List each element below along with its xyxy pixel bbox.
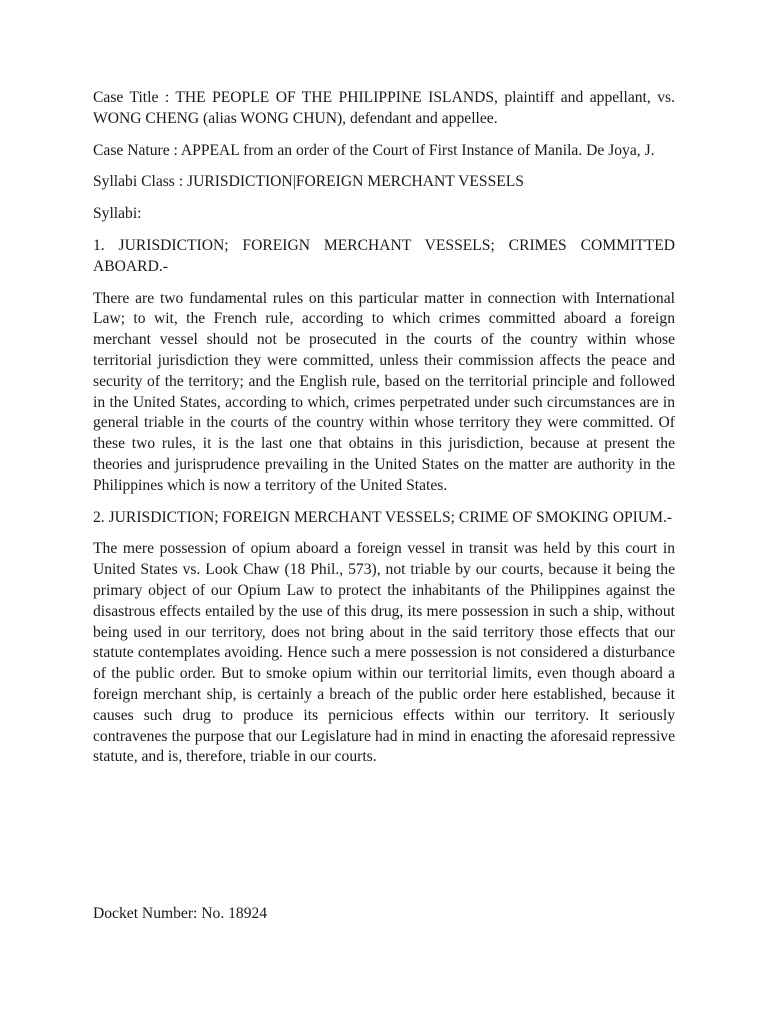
syllabi-class: Syllabi Class : JURISDICTION|FOREIGN MERCHANT VESSELS	[93, 173, 524, 191]
syllabi-label: Syllabi:	[93, 205, 142, 223]
document-body	[93, 88, 675, 779]
case-title: Case Title : THE PEOPLE OF THE PHILIPPINE ISLANDS, plaintiff and appellant, vs. WONG CHENG (alias WONG CHUN), defendant and appellee.	[93, 89, 675, 127]
docket-number: Docket Number: No. 18924	[93, 905, 268, 922]
syllabus-heading-2: 2. JURISDICTION; FOREIGN MERCHANT VESSELS; CRIME OF SMOKING OPIUM.-	[93, 508, 673, 526]
syllabus-body-2: The mere possession of opium aboard a foreign vessel in transit was held by this court in United States vs. Look Chaw (18 Phil., 573), not triable by our courts, because it being the primary object of our Opium Law to protect the inhabitants of the Philippines against the disastrous effects entailed by the use of this drug, its mere possession in such a ship, without being used in our territory, does not bring about in the said territory those effects that our statute contemplates avoiding. Hence such a mere possession is not considered a disturbance of the public order. But to smoke opium within our territorial limits, even though aboard a foreign merchant ship, is certainly a breach of the public order here established, because it causes such drug to produce its pernicious effects within our territory. It seriously contravenes the purpose that our Legislature had in mind in enacting the aforesaid repressive statute, and is, therefore, triable in our courts.	[93, 540, 675, 766]
syllabus-heading-1: 1. JURISDICTION; FOREIGN MERCHANT VESSELS; CRIMES COMMITTED ABOARD.-	[93, 236, 675, 275]
syllabus-body-1: There are two fundamental rules on this particular matter in connection with International Law; to wit, the French rule, according to which crimes committed aboard a foreign merchant vessel should not be prosecuted in the courts of the country within whose territorial jurisdiction they were committed, unless their commission affects the peace and security of the territory; and the English rule, based on the territorial principle and followed in the United States, according to which, crimes perpetrated under such circumstances are in general triable in the courts of the country within whose territory they were committed. Of these two rules, it is the last one that obtains in this jurisdiction, because at present the theories and jurisprudence prevailing in the United States on the matter are authority in the Philippines which is now a territory of the United States.	[93, 289, 675, 494]
case-nature: Case Nature : APPEAL from an order of the Court of First Instance of Manila. De Joya, J.	[93, 141, 655, 159]
